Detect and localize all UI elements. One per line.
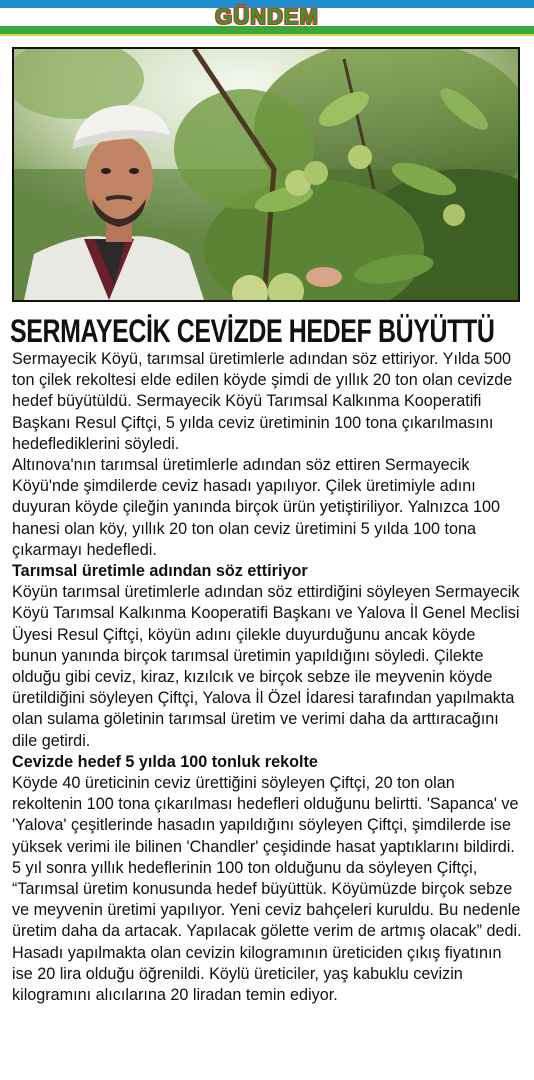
article-body <box>12 349 524 1006</box>
article-paragraph: Hasadı yapılmakta olan cevizin kilogramının üreticiden çıkış fiyatının ise 20 lira olduğu öğrenildi. Köylü üreticiler, yaş kabuklu cevizin kilogramını alıcılarına 20 liradan temin ediyor. <box>12 943 502 1005</box>
article-paragraph: Köyde 40 üreticinin ceviz ürettiğini söyleyen Çiftçi, 20 ton olan rekoltenin 100 tona çıkarılması hedefleri olduğunu belirtti. 'Sapanca' ve 'Yalova' çeşitlerinde hasadın yapıldığını söyleyen Çiftçi, şimdilerde ise yüksek verimi ile bilinen 'Chandler' çeşidinde hasat yaptıklarını bildirdi. 5 yıl sonra yıllık hedeflerinin 100 ton olduğunu da söyleyen Çiftçi, “Tarımsal üretim konusunda hedef büyüttük. Köyümüzde birçok sebze ve meyvenin üretimi yapılıyor. Yeni ceviz bahçeleri kuruldu. Bu nedenle üretim daha da artacak. Yapılacak gölette verim de artmış olacak” dedi. <box>12 774 522 941</box>
banner-stripe-yellow <box>0 34 534 36</box>
article-subheading: Cevizde hedef 5 yılda 100 tonluk rekolte <box>12 752 318 771</box>
article-photo <box>12 47 520 302</box>
article-paragraph: Altınova'nın tarımsal üretimlerle adından söz ettiren Sermayecik Köyü'nde şimdilerde ceviz hasadı yapılıyor. Çilek üretimiyle adını duyuran köyde çileğin yanında birçok ürün yetiştiriliyor. Yalnızca 100 hanesi olan köy, yıllık 20 ton olan ceviz üretimini 5 yılda 100 tona çıkarmayı hedefledi. <box>12 456 500 559</box>
section-banner <box>0 0 534 36</box>
section-title: GÜNDEM <box>215 4 319 29</box>
article-subheading: Tarımsal üretimle adından söz ettiriyor <box>12 562 308 581</box>
article-paragraph: Sermayecik Köyü, tarımsal üretimlerle adından söz ettiriyor. Yılda 500 ton çilek rekoltesi elde edilen köyde şimdi de yıllık 20 ton olan cevizde hedef büyütüldü. Sermayecik Köyü Tarımsal Kalkınma Kooperatifi Başkanı Resul Çiftçi, 5 yılda ceviz üretiminin 100 tona çıkarılmasını hedeflediklerini söyledi. <box>12 350 513 453</box>
walnut-farmer-photo <box>14 49 518 300</box>
headline: SERMAYECİK CEVİZDE HEDEF BÜYÜTTÜ <box>10 313 495 349</box>
article-paragraph: Köyün tarımsal üretimlerle adından söz ettirdiğini söyleyen Sermayecik Köyü Tarımsal Kalkınma Kooperatifi Başkanı ve Yalova İl Genel Meclisi Üyesi Resul Çiftçi, köyün adını çilekle duyurduğunu ancak köyde bunun yanında birçok tarımsal üretimin yapıldığını söyledi. Çilekte olduğu gibi ceviz, kiraz, kızılcık ve birçok sebze ile meyvenin köyde üretildiğini söyleyen Çiftçi, Yalova İl Özel İdaresi tarafından yapılmakta olan sulama göletinin tarımsal üretim ve verimi daha da arttıracağını dile getirdi. <box>12 583 520 750</box>
